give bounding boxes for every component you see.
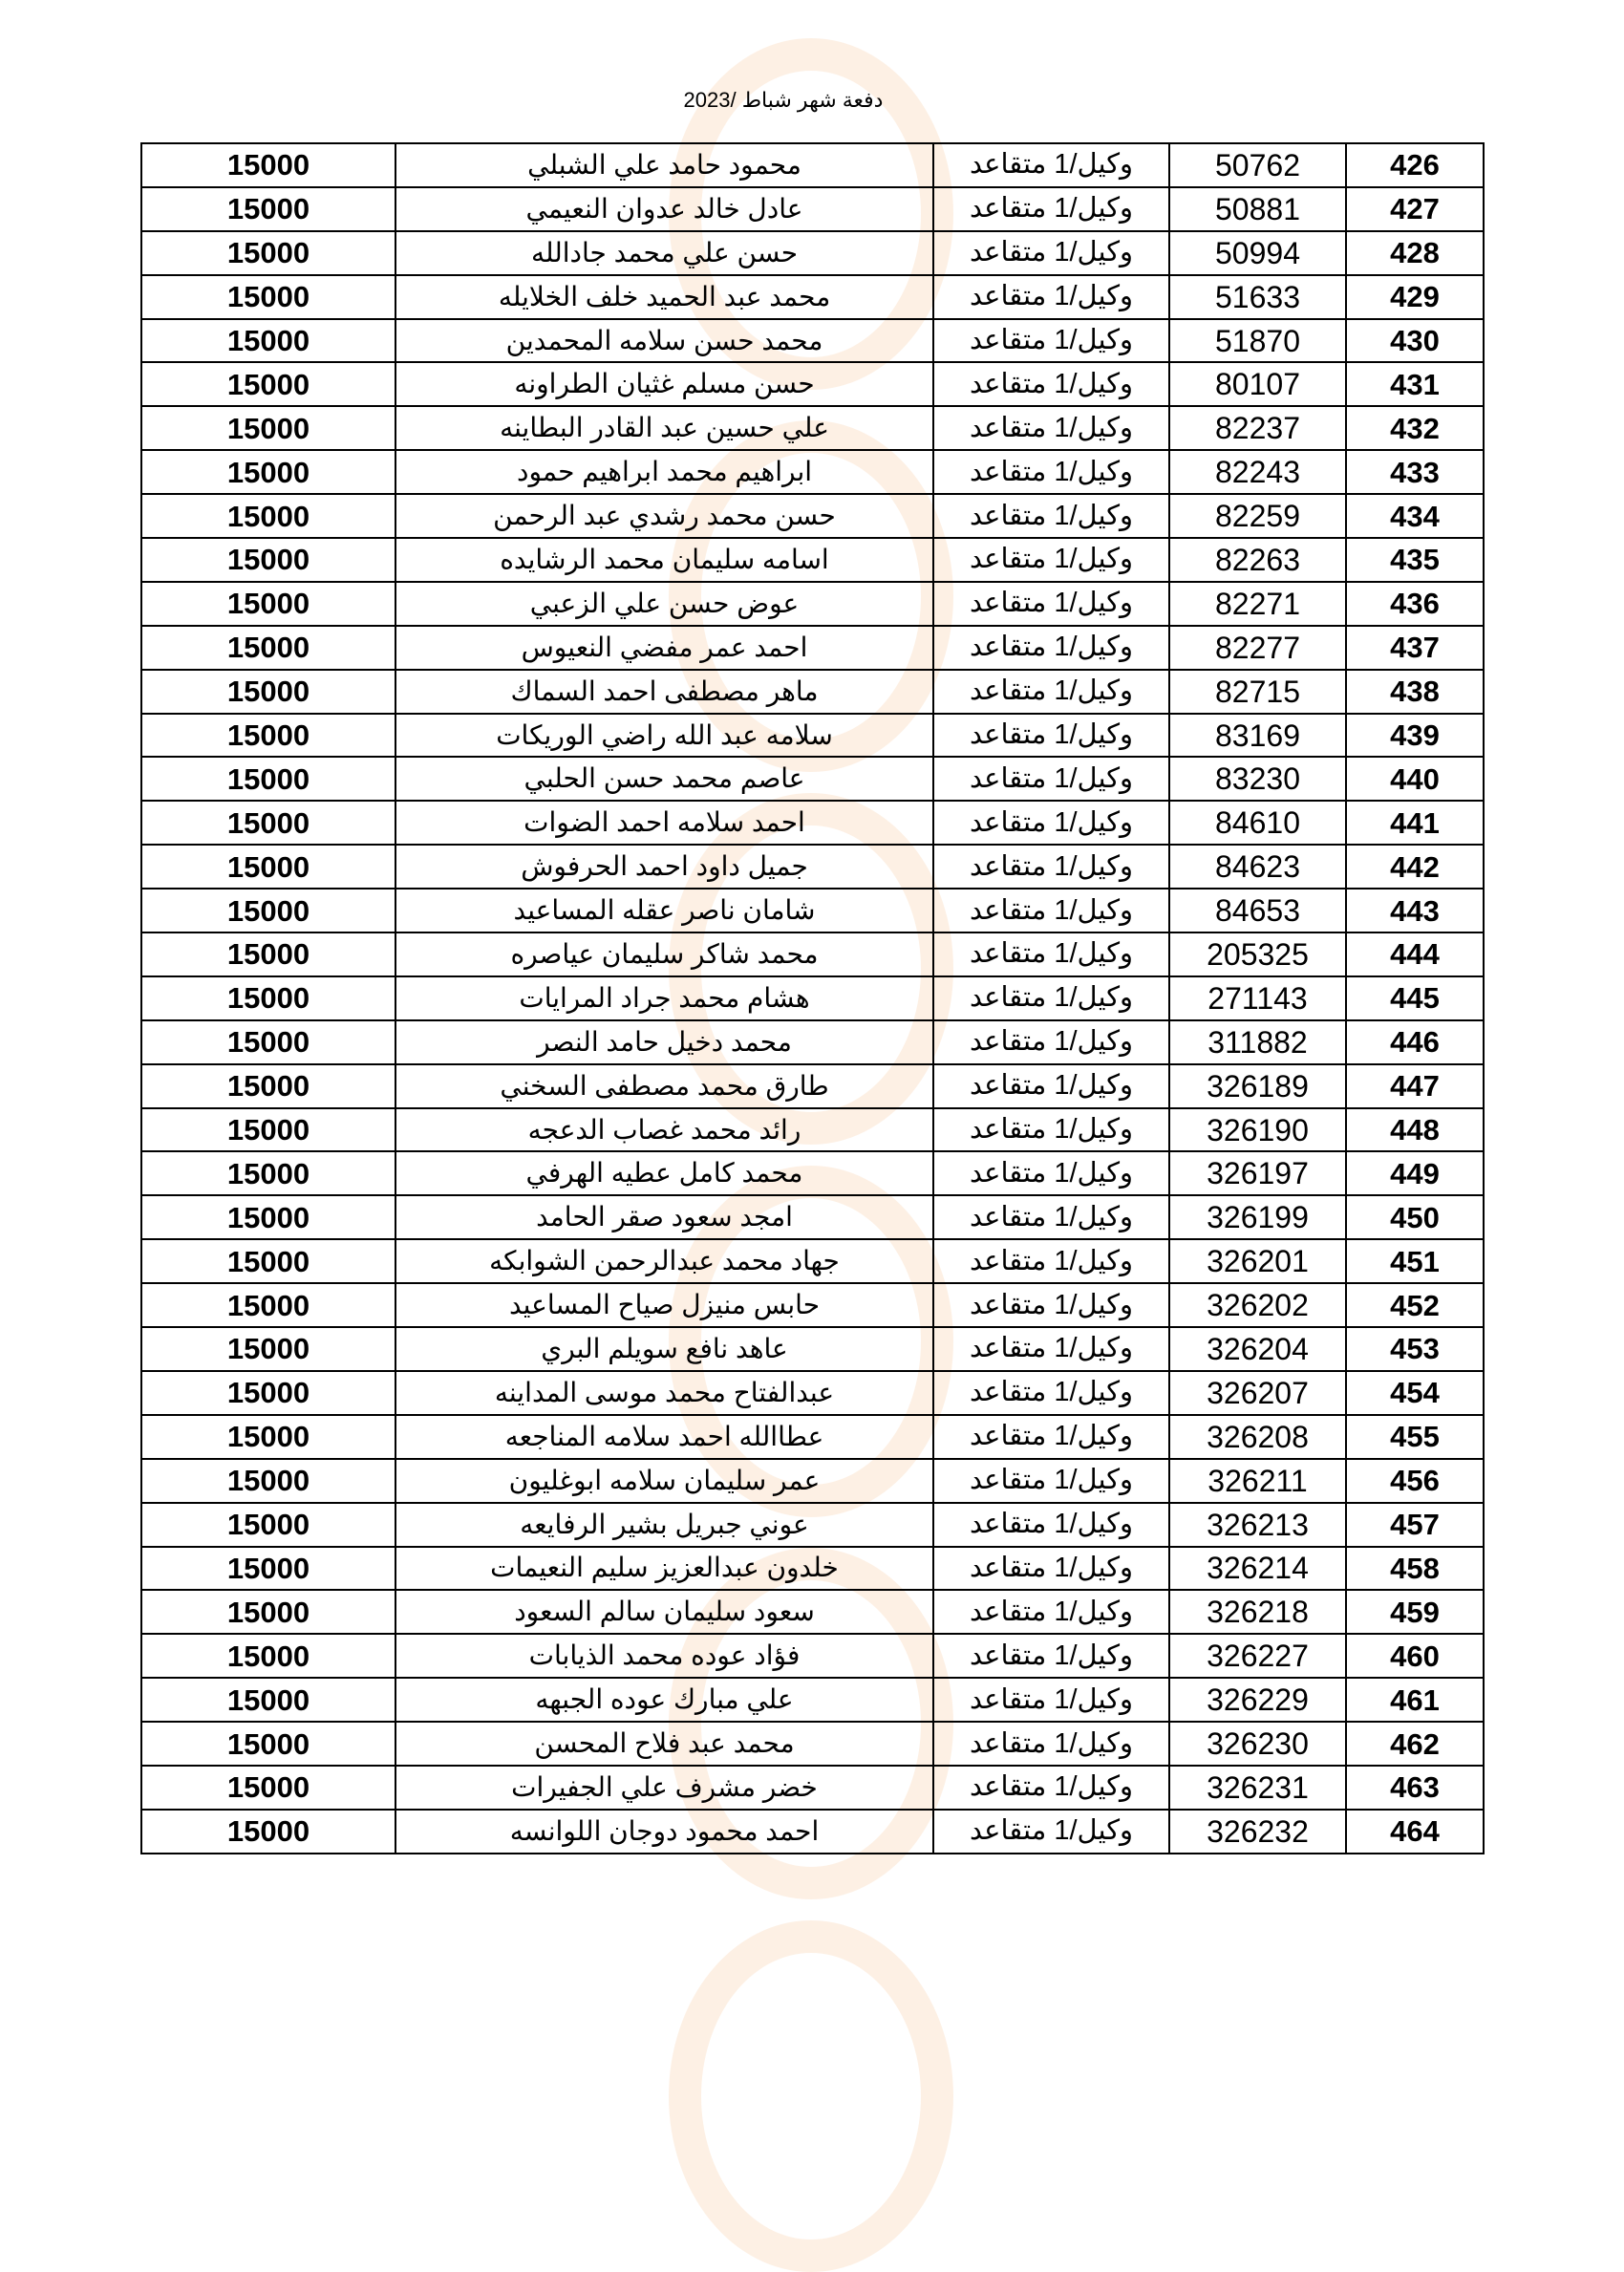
amount-cell: 15000 — [141, 143, 395, 187]
table-row — [141, 450, 1484, 494]
serial-cell: 428 — [1346, 231, 1484, 275]
type-cell: وكيل/1 متقاعد — [933, 845, 1169, 889]
table-row — [141, 319, 1484, 363]
id-cell: 326199 — [1169, 1195, 1346, 1239]
name-cell: عاصم محمد حسن الحلبي — [395, 757, 933, 801]
serial-cell: 460 — [1346, 1634, 1484, 1678]
serial-cell: 457 — [1346, 1503, 1484, 1547]
type-cell: وكيل/1 متقاعد — [933, 450, 1169, 494]
name-cell: خضر مشرف علي الجفيرات — [395, 1766, 933, 1810]
amount-cell: 15000 — [141, 582, 395, 626]
type-cell: وكيل/1 متقاعد — [933, 1415, 1169, 1459]
name-cell: محمد حسن سلامه المحمدين — [395, 319, 933, 363]
id-cell: 271143 — [1169, 976, 1346, 1020]
name-cell: جهاد محمد عبدالرحمن الشوابكه — [395, 1239, 933, 1283]
serial-cell: 451 — [1346, 1239, 1484, 1283]
type-cell: وكيل/1 متقاعد — [933, 1371, 1169, 1415]
serial-cell: 442 — [1346, 845, 1484, 889]
table-row — [141, 932, 1484, 976]
serial-cell: 438 — [1346, 670, 1484, 714]
serial-cell: 427 — [1346, 187, 1484, 231]
serial-cell: 441 — [1346, 801, 1484, 845]
amount-cell: 15000 — [141, 1415, 395, 1459]
serial-cell: 430 — [1346, 319, 1484, 363]
type-cell: وكيل/1 متقاعد — [933, 670, 1169, 714]
table-row — [141, 626, 1484, 670]
type-cell: وكيل/1 متقاعد — [933, 1678, 1169, 1722]
serial-cell: 453 — [1346, 1327, 1484, 1371]
id-cell: 326189 — [1169, 1064, 1346, 1108]
serial-cell: 436 — [1346, 582, 1484, 626]
type-cell: وكيل/1 متقاعد — [933, 889, 1169, 932]
id-cell: 84610 — [1169, 801, 1346, 845]
type-cell: وكيل/1 متقاعد — [933, 231, 1169, 275]
amount-cell: 15000 — [141, 494, 395, 538]
id-cell: 83169 — [1169, 714, 1346, 758]
table-row — [141, 801, 1484, 845]
type-cell: وكيل/1 متقاعد — [933, 1810, 1169, 1854]
table-row — [141, 1547, 1484, 1591]
table-row — [141, 582, 1484, 626]
amount-cell: 15000 — [141, 538, 395, 582]
serial-cell: 455 — [1346, 1415, 1484, 1459]
type-cell: وكيل/1 متقاعد — [933, 1020, 1169, 1064]
type-cell: وكيل/1 متقاعد — [933, 976, 1169, 1020]
table-row — [141, 1503, 1484, 1547]
id-cell: 84653 — [1169, 889, 1346, 932]
name-cell: عمر سليمان سلامه ابوغليون — [395, 1459, 933, 1503]
amount-cell: 15000 — [141, 406, 395, 450]
table-row — [141, 1108, 1484, 1152]
type-cell: وكيل/1 متقاعد — [933, 406, 1169, 450]
serial-cell: 452 — [1346, 1283, 1484, 1327]
amount-cell: 15000 — [141, 1239, 395, 1283]
amount-cell: 15000 — [141, 889, 395, 932]
amount-cell: 15000 — [141, 275, 395, 319]
amount-cell: 15000 — [141, 450, 395, 494]
name-cell: محمد شاكر سليمان عياصره — [395, 932, 933, 976]
serial-cell: 443 — [1346, 889, 1484, 932]
name-cell: شامان ناصر عقله المساعيد — [395, 889, 933, 932]
table-row — [141, 143, 1484, 187]
serial-cell: 448 — [1346, 1108, 1484, 1152]
id-cell: 326201 — [1169, 1239, 1346, 1283]
type-cell: وكيل/1 متقاعد — [933, 319, 1169, 363]
serial-cell: 456 — [1346, 1459, 1484, 1503]
name-cell: احمد سلامه احمد الضوات — [395, 801, 933, 845]
name-cell: احمد عمر مفضي النعيوس — [395, 626, 933, 670]
amount-cell: 15000 — [141, 1195, 395, 1239]
table-row — [141, 845, 1484, 889]
type-cell: وكيل/1 متقاعد — [933, 143, 1169, 187]
table-row — [141, 1327, 1484, 1371]
amount-cell: 15000 — [141, 1371, 395, 1415]
type-cell: وكيل/1 متقاعد — [933, 1195, 1169, 1239]
type-cell: وكيل/1 متقاعد — [933, 1590, 1169, 1634]
table-row — [141, 1283, 1484, 1327]
amount-cell: 15000 — [141, 714, 395, 758]
name-cell: محمد عبد فلاح المحسن — [395, 1722, 933, 1766]
page-title: دفعة شهر شباط /2023 — [683, 88, 884, 112]
name-cell: عطاالله احمد سلامه المناجعه — [395, 1415, 933, 1459]
amount-cell: 15000 — [141, 1810, 395, 1854]
type-cell: وكيل/1 متقاعد — [933, 538, 1169, 582]
amount-cell: 15000 — [141, 1678, 395, 1722]
name-cell: عوض حسن علي الزعبي — [395, 582, 933, 626]
table-row — [141, 1678, 1484, 1722]
amount-cell: 15000 — [141, 187, 395, 231]
amount-cell: 15000 — [141, 801, 395, 845]
id-cell: 326208 — [1169, 1415, 1346, 1459]
id-cell: 326230 — [1169, 1722, 1346, 1766]
type-cell: وكيل/1 متقاعد — [933, 1503, 1169, 1547]
name-cell: اسامه سليمان محمد الرشايده — [395, 538, 933, 582]
serial-cell: 444 — [1346, 932, 1484, 976]
table-row — [141, 1634, 1484, 1678]
id-cell: 82243 — [1169, 450, 1346, 494]
table-row — [141, 976, 1484, 1020]
type-cell: وكيل/1 متقاعد — [933, 1634, 1169, 1678]
type-cell: وكيل/1 متقاعد — [933, 1108, 1169, 1152]
type-cell: وكيل/1 متقاعد — [933, 714, 1169, 758]
id-cell: 205325 — [1169, 932, 1346, 976]
type-cell: وكيل/1 متقاعد — [933, 1327, 1169, 1371]
amount-cell: 15000 — [141, 1064, 395, 1108]
table-row — [141, 1722, 1484, 1766]
name-cell: حسن علي محمد جادالله — [395, 231, 933, 275]
id-cell: 82277 — [1169, 626, 1346, 670]
serial-cell: 461 — [1346, 1678, 1484, 1722]
name-cell: فؤاد عوده محمد الذيابات — [395, 1634, 933, 1678]
id-cell: 82715 — [1169, 670, 1346, 714]
table-row — [141, 1810, 1484, 1854]
type-cell: وكيل/1 متقاعد — [933, 801, 1169, 845]
id-cell: 326231 — [1169, 1766, 1346, 1810]
serial-cell: 434 — [1346, 494, 1484, 538]
serial-cell: 440 — [1346, 757, 1484, 801]
amount-cell: 15000 — [141, 1634, 395, 1678]
serial-cell: 464 — [1346, 1810, 1484, 1854]
name-cell: محمود حامد علي الشبلي — [395, 143, 933, 187]
serial-cell: 429 — [1346, 275, 1484, 319]
serial-cell: 439 — [1346, 714, 1484, 758]
name-cell: جميل داود احمد الحرفوش — [395, 845, 933, 889]
name-cell: ابراهيم محمد ابراهيم حمود — [395, 450, 933, 494]
table-row — [141, 187, 1484, 231]
id-cell: 80107 — [1169, 362, 1346, 406]
type-cell: وكيل/1 متقاعد — [933, 187, 1169, 231]
type-cell: وكيل/1 متقاعد — [933, 1766, 1169, 1810]
id-cell: 82237 — [1169, 406, 1346, 450]
table-row — [141, 406, 1484, 450]
table-row — [141, 1195, 1484, 1239]
type-cell: وكيل/1 متقاعد — [933, 275, 1169, 319]
table-row — [141, 275, 1484, 319]
id-cell: 84623 — [1169, 845, 1346, 889]
amount-cell: 15000 — [141, 670, 395, 714]
amount-cell: 15000 — [141, 932, 395, 976]
name-cell: محمد دخيل حامد النصر — [395, 1020, 933, 1064]
id-cell: 50762 — [1169, 143, 1346, 187]
id-cell: 82271 — [1169, 582, 1346, 626]
table-row — [141, 1020, 1484, 1064]
name-cell: محمد عبد الحميد خلف الخلايله — [395, 275, 933, 319]
id-cell: 326218 — [1169, 1590, 1346, 1634]
amount-cell: 15000 — [141, 1459, 395, 1503]
id-cell: 50881 — [1169, 187, 1346, 231]
table-row — [141, 1371, 1484, 1415]
watermark-logo — [669, 1920, 953, 2272]
id-cell: 83230 — [1169, 757, 1346, 801]
type-cell: وكيل/1 متقاعد — [933, 362, 1169, 406]
amount-cell: 15000 — [141, 1547, 395, 1591]
id-cell: 326202 — [1169, 1283, 1346, 1327]
type-cell: وكيل/1 متقاعد — [933, 494, 1169, 538]
amount-cell: 15000 — [141, 1590, 395, 1634]
name-cell: خلدون عبدالعزيز سليم النعيمات — [395, 1547, 933, 1591]
id-cell: 326197 — [1169, 1151, 1346, 1195]
table-row — [141, 670, 1484, 714]
table-row — [141, 1064, 1484, 1108]
serial-cell: 458 — [1346, 1547, 1484, 1591]
name-cell: حسن محمد رشدي عبد الرحمن — [395, 494, 933, 538]
serial-cell: 445 — [1346, 976, 1484, 1020]
type-cell: وكيل/1 متقاعد — [933, 582, 1169, 626]
type-cell: وكيل/1 متقاعد — [933, 1283, 1169, 1327]
name-cell: هشام محمد جراد المرايات — [395, 976, 933, 1020]
id-cell: 326211 — [1169, 1459, 1346, 1503]
table-row — [141, 231, 1484, 275]
id-cell: 311882 — [1169, 1020, 1346, 1064]
amount-cell: 15000 — [141, 1327, 395, 1371]
amount-cell: 15000 — [141, 976, 395, 1020]
serial-cell: 433 — [1346, 450, 1484, 494]
name-cell: عاهد نافع سويلم البري — [395, 1327, 933, 1371]
name-cell: طارق محمد مصطفى السخني — [395, 1064, 933, 1108]
serial-cell: 437 — [1346, 626, 1484, 670]
name-cell: سلامه عبد الله راضي الوريكات — [395, 714, 933, 758]
table-row — [141, 1415, 1484, 1459]
table-row — [141, 757, 1484, 801]
table-row — [141, 714, 1484, 758]
serial-cell: 449 — [1346, 1151, 1484, 1195]
table-row — [141, 494, 1484, 538]
type-cell: وكيل/1 متقاعد — [933, 1239, 1169, 1283]
id-cell: 51633 — [1169, 275, 1346, 319]
serial-cell: 450 — [1346, 1195, 1484, 1239]
serial-cell: 426 — [1346, 143, 1484, 187]
amount-cell: 15000 — [141, 626, 395, 670]
table-row — [141, 1459, 1484, 1503]
amount-cell: 15000 — [141, 845, 395, 889]
amount-cell: 15000 — [141, 362, 395, 406]
table-row — [141, 1239, 1484, 1283]
amount-cell: 15000 — [141, 1722, 395, 1766]
amount-cell: 15000 — [141, 1108, 395, 1152]
name-cell: محمد كامل عطيه الهرفي — [395, 1151, 933, 1195]
type-cell: وكيل/1 متقاعد — [933, 1459, 1169, 1503]
serial-cell: 432 — [1346, 406, 1484, 450]
serial-cell: 463 — [1346, 1766, 1484, 1810]
id-cell: 82263 — [1169, 538, 1346, 582]
name-cell: امجد سعود صقر الحامد — [395, 1195, 933, 1239]
id-cell: 326227 — [1169, 1634, 1346, 1678]
amount-cell: 15000 — [141, 231, 395, 275]
amount-cell: 15000 — [141, 1151, 395, 1195]
amount-cell: 15000 — [141, 319, 395, 363]
amount-cell: 15000 — [141, 1020, 395, 1064]
id-cell: 82259 — [1169, 494, 1346, 538]
name-cell: عوني جبريل بشير الرفايعه — [395, 1503, 933, 1547]
type-cell: وكيل/1 متقاعد — [933, 1151, 1169, 1195]
table-row — [141, 1766, 1484, 1810]
id-cell: 326190 — [1169, 1108, 1346, 1152]
serial-cell: 454 — [1346, 1371, 1484, 1415]
table-row — [141, 1590, 1484, 1634]
name-cell: احمد محمود دوجان اللوانسه — [395, 1810, 933, 1854]
table-row — [141, 1151, 1484, 1195]
amount-cell: 15000 — [141, 1283, 395, 1327]
amount-cell: 15000 — [141, 1503, 395, 1547]
serial-cell: 462 — [1346, 1722, 1484, 1766]
name-cell: علي مبارك عوده الجبهه — [395, 1678, 933, 1722]
name-cell: علي حسين عبد القادر البطاينه — [395, 406, 933, 450]
amount-cell: 15000 — [141, 757, 395, 801]
amount-cell: 15000 — [141, 1766, 395, 1810]
id-cell: 326213 — [1169, 1503, 1346, 1547]
type-cell: وكيل/1 متقاعد — [933, 1722, 1169, 1766]
id-cell: 326214 — [1169, 1547, 1346, 1591]
payments-table — [140, 142, 1485, 1854]
serial-cell: 446 — [1346, 1020, 1484, 1064]
name-cell: سعود سليمان سالم السعود — [395, 1590, 933, 1634]
id-cell: 50994 — [1169, 231, 1346, 275]
type-cell: وكيل/1 متقاعد — [933, 932, 1169, 976]
name-cell: حسن مسلم غثيان الطراونه — [395, 362, 933, 406]
id-cell: 326229 — [1169, 1678, 1346, 1722]
name-cell: ماهر مصطفى احمد السماك — [395, 670, 933, 714]
id-cell: 326207 — [1169, 1371, 1346, 1415]
name-cell: عادل خالد عدوان النعيمي — [395, 187, 933, 231]
table-row — [141, 889, 1484, 932]
table-row — [141, 362, 1484, 406]
serial-cell: 447 — [1346, 1064, 1484, 1108]
id-cell: 326232 — [1169, 1810, 1346, 1854]
id-cell: 51870 — [1169, 319, 1346, 363]
type-cell: وكيل/1 متقاعد — [933, 757, 1169, 801]
serial-cell: 431 — [1346, 362, 1484, 406]
type-cell: وكيل/1 متقاعد — [933, 1064, 1169, 1108]
id-cell: 326204 — [1169, 1327, 1346, 1371]
type-cell: وكيل/1 متقاعد — [933, 1547, 1169, 1591]
name-cell: عبدالفتاح محمد موسى المداينه — [395, 1371, 933, 1415]
name-cell: حابس منيزل صياح المساعيد — [395, 1283, 933, 1327]
type-cell: وكيل/1 متقاعد — [933, 626, 1169, 670]
serial-cell: 459 — [1346, 1590, 1484, 1634]
serial-cell: 435 — [1346, 538, 1484, 582]
name-cell: رائد محمد غصاب الدعجه — [395, 1108, 933, 1152]
table-row — [141, 538, 1484, 582]
